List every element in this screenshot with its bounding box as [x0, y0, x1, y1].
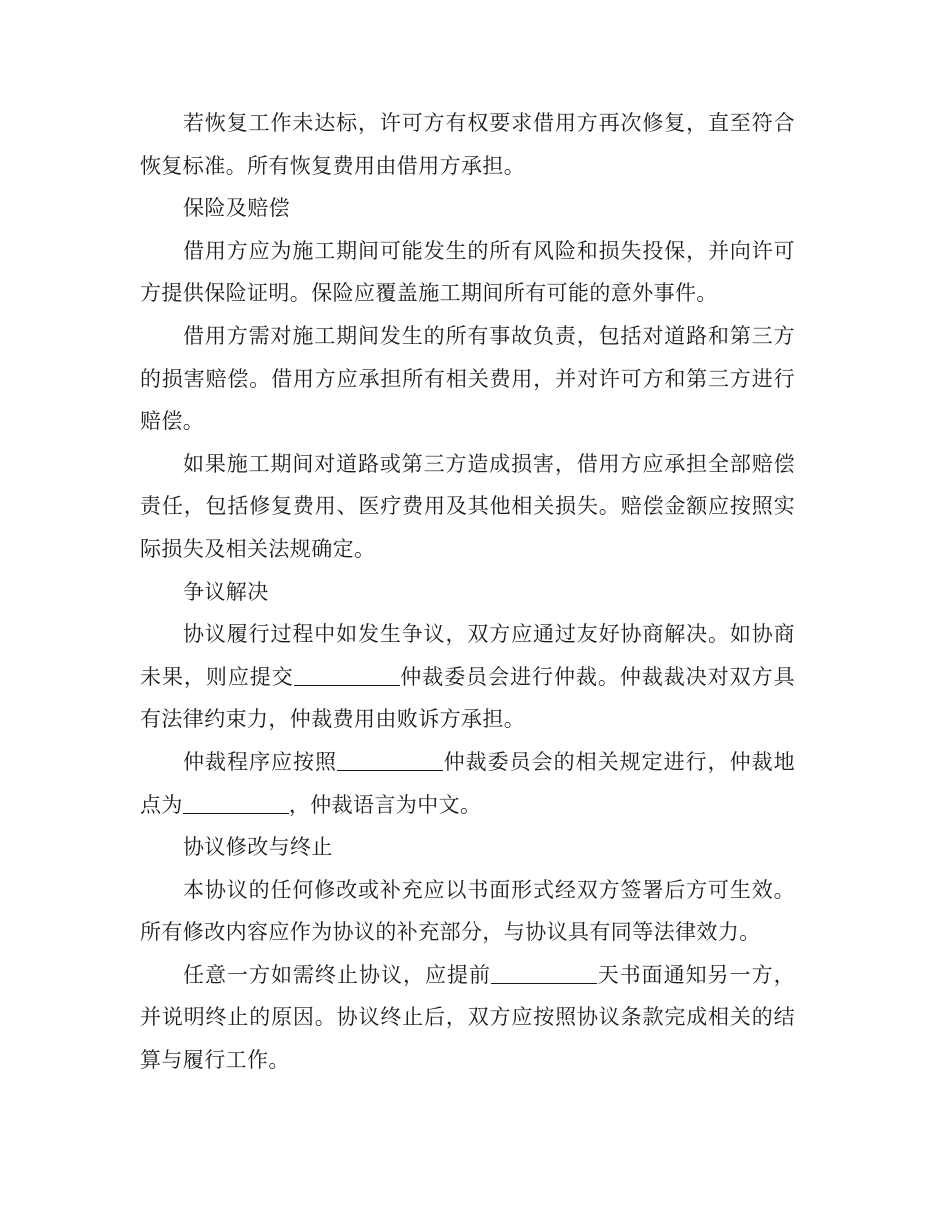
paragraph-text: 保险及赔偿	[183, 196, 290, 221]
paragraph-text: 借用方应为施工期间可能发生的所有风险和损失投保，并向许可方提供保险证明。保险应覆盖施工期间所有可能的意外事件。	[140, 238, 795, 306]
paragraph-text: 若恢复工作未达标，许可方有权要求借用方再次修复，直至符合恢复标准。所有恢复费用由借用方承担。	[140, 111, 795, 178]
paragraph-text: 如果施工期间对道路或第三方造成损害，借用方应承担全部赔偿责任，包括修复费用、医疗费用及其他相关损失。赔偿金额应按照实际损失及相关法规确定。	[140, 451, 795, 561]
fill-in-blank	[337, 749, 443, 771]
paragraph-text: 协议履行过程中如发生争议，双方应通过友好协商解决。如协商未果，则应提交	[140, 622, 795, 689]
body-paragraph	[140, 230, 795, 315]
fill-in-blank	[491, 962, 597, 984]
body-paragraph	[140, 102, 795, 187]
body-paragraph	[140, 613, 795, 741]
paragraph-text: 争议解决	[183, 579, 269, 604]
paragraph-text: 借用方需对施工期间发生的所有事故负责，包括对道路和第三方的损害赔偿。借用方应承担所有相关费用，并对许可方和第三方进行赔偿。	[140, 323, 795, 434]
body-paragraph	[140, 741, 795, 826]
paragraph-text: 天书面通知另一方，并说明终止的原因。协议终止后，双方应按照协议条款完成相关的结算与履行工作。	[140, 962, 795, 1073]
body-paragraph	[140, 954, 795, 1082]
body-paragraph	[140, 869, 795, 954]
document-body	[140, 102, 795, 1082]
paragraph-text: 仲裁委员会的相关规定进行，仲裁地点为	[140, 749, 795, 817]
body-paragraph	[140, 315, 795, 443]
paragraph-text: 仲裁程序应按照	[183, 749, 337, 774]
fill-in-blank	[183, 792, 289, 814]
paragraph-text: 任意一方如需终止协议，应提前	[183, 962, 491, 987]
body-paragraph	[140, 443, 795, 571]
paragraph-text: ，仲裁语言为中文。	[288, 792, 482, 817]
paragraph-text: 协议修改与终止	[183, 835, 333, 860]
section-heading	[140, 826, 795, 869]
paragraph-text: 仲裁委员会进行仲裁。仲裁裁决对双方具有法律约束力，仲裁费用由败诉方承担。	[140, 664, 795, 732]
section-heading	[140, 571, 795, 614]
paragraph-text: 本协议的任何修改或补充应以书面形式经双方签署后方可生效。所有修改内容应作为协议的补充部分，与协议具有同等法律效力。	[140, 877, 795, 945]
fill-in-blank	[294, 664, 400, 686]
section-heading	[140, 187, 795, 230]
